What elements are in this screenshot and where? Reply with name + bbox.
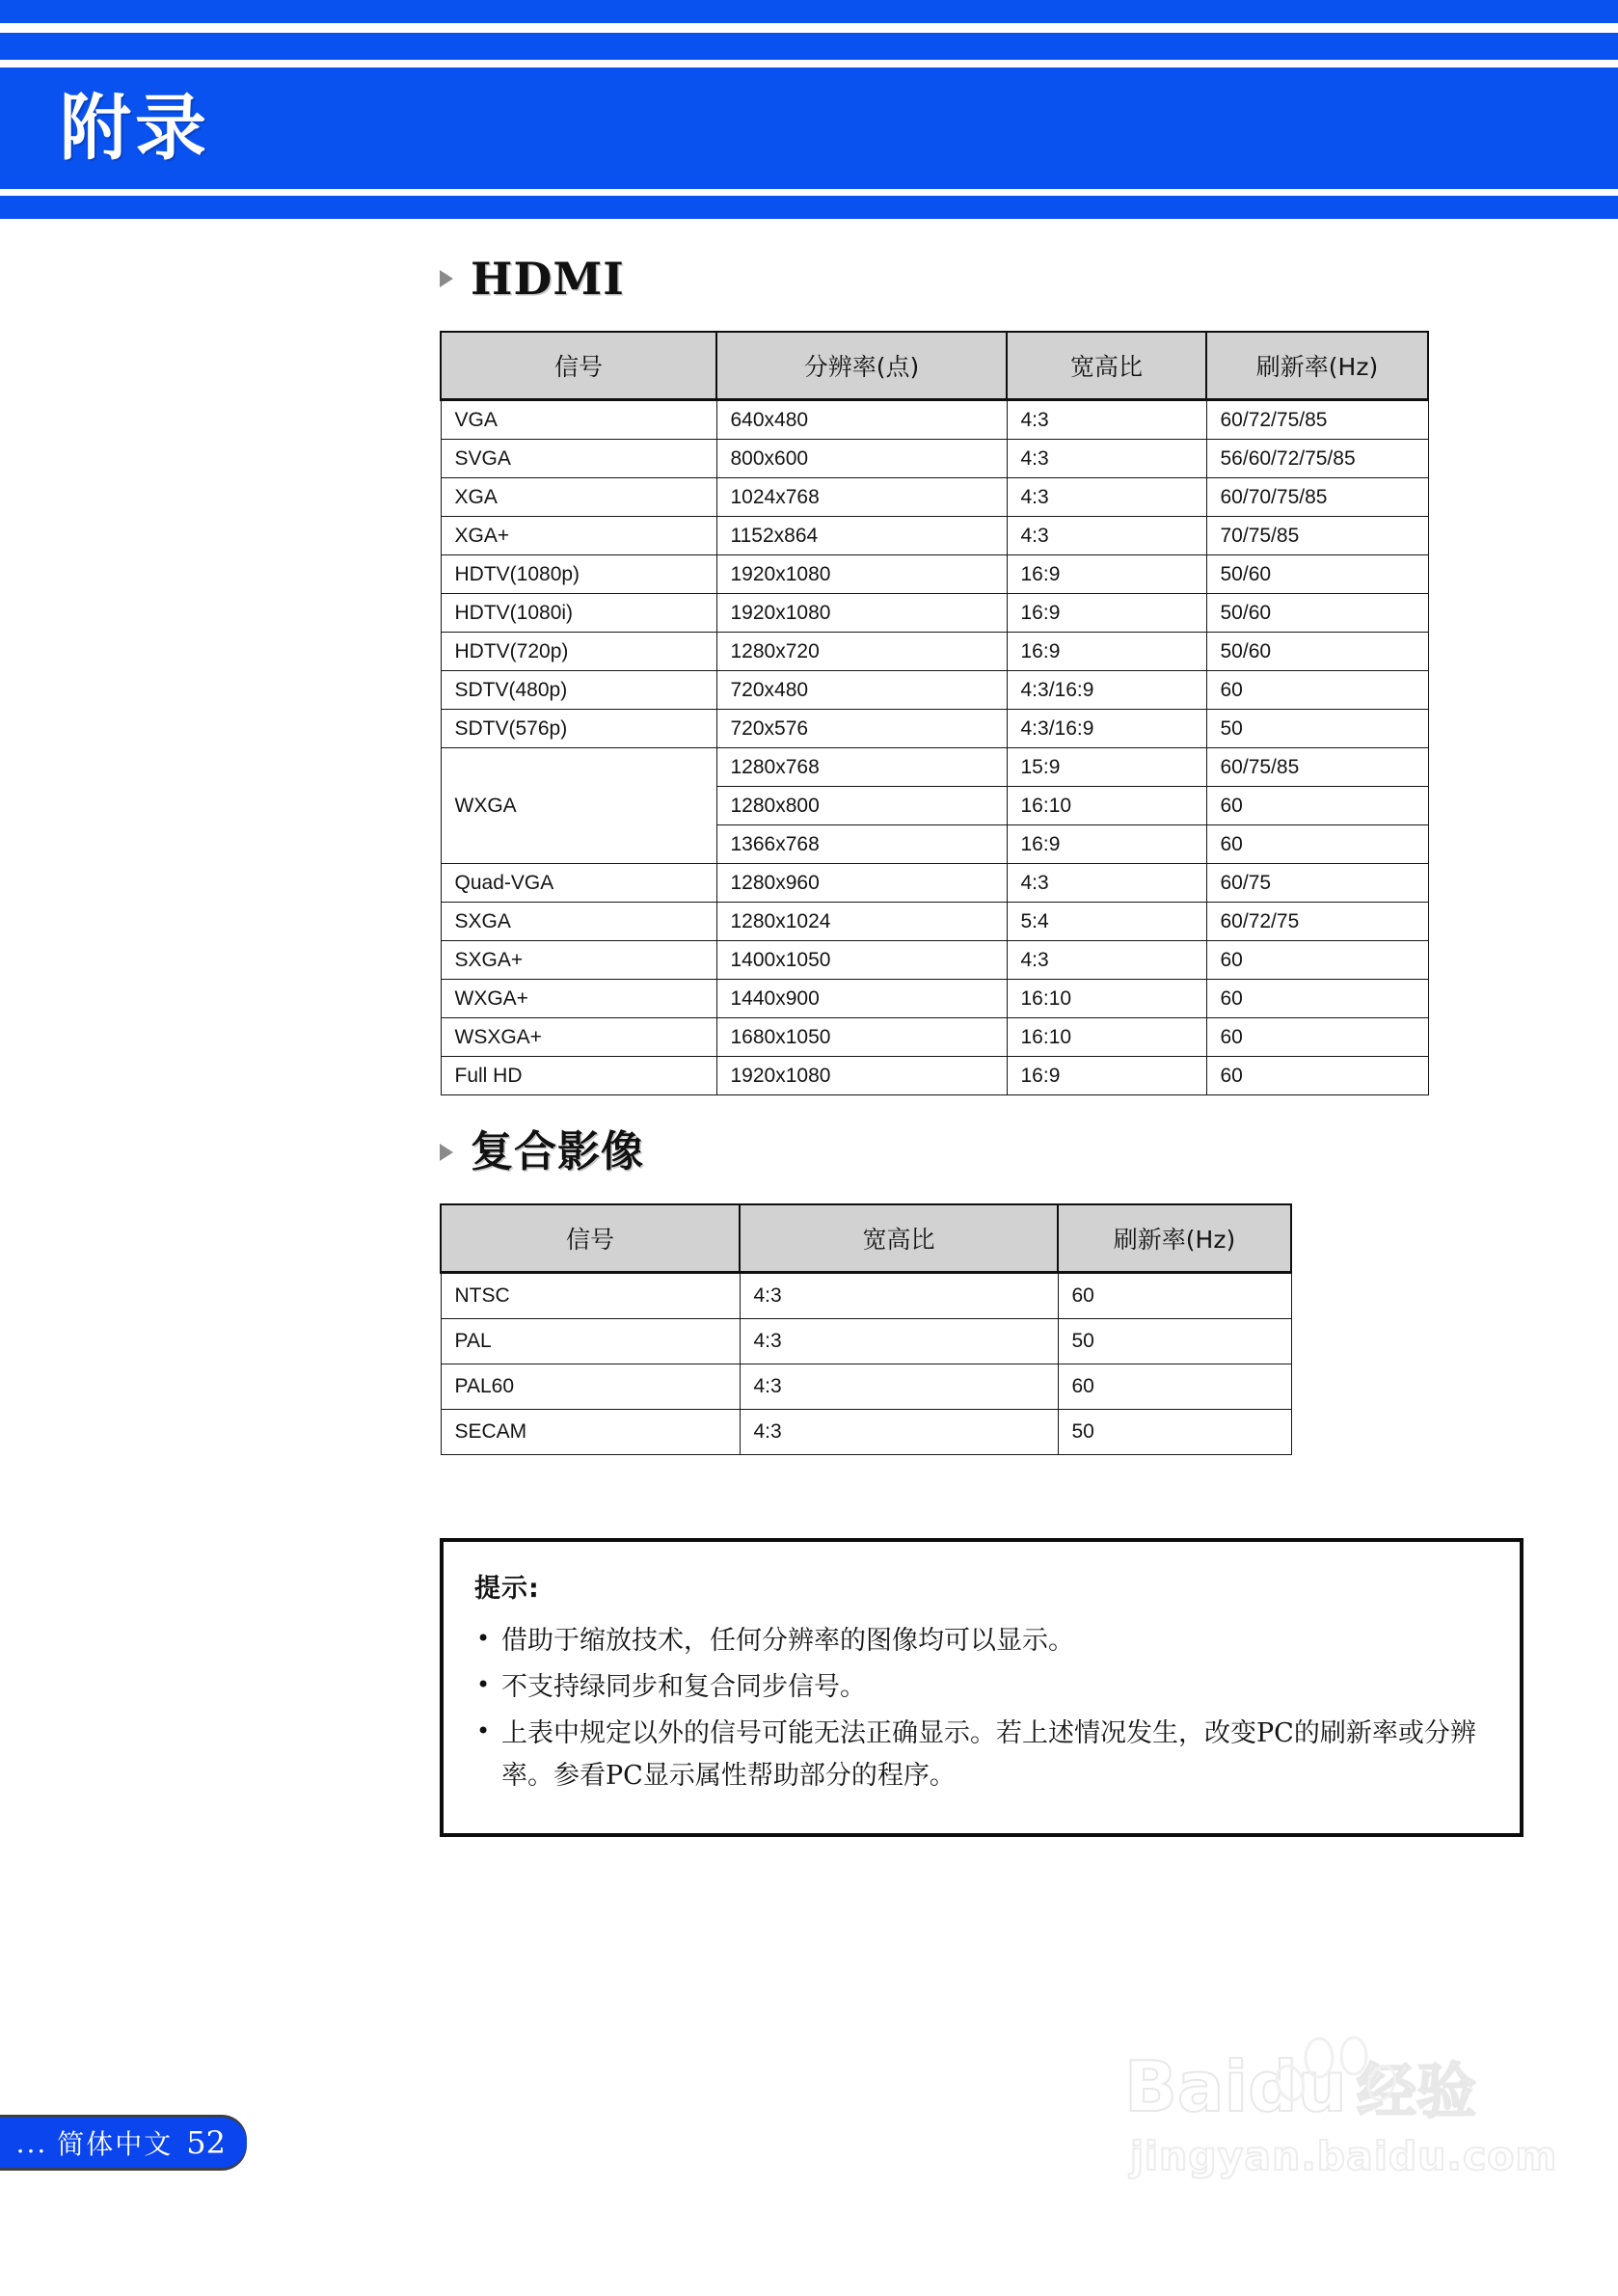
cell-aspect: 16:10 xyxy=(1007,980,1206,1018)
table-row xyxy=(441,748,1428,787)
cell-aspect: 15:9 xyxy=(1007,748,1206,787)
page-title: 附录 xyxy=(60,87,210,170)
cell-signal: WSXGA+ xyxy=(441,1018,716,1057)
cell-resolution: 1152x864 xyxy=(716,517,1007,555)
cell-aspect: 4:3 xyxy=(1007,864,1206,903)
cell-signal: VGA xyxy=(441,400,716,440)
spacer xyxy=(0,1455,1618,1538)
table-row xyxy=(441,1364,1291,1410)
cell-aspect: 4:3 xyxy=(740,1273,1058,1319)
table-row xyxy=(441,478,1428,517)
cell-refresh: 60/72/75/85 xyxy=(1206,400,1428,440)
footer-page-pill xyxy=(0,2118,247,2168)
cell-refresh: 60 xyxy=(1206,825,1428,864)
cell-signal: XGA xyxy=(441,478,716,517)
table-row xyxy=(441,555,1428,594)
cell-signal: PAL xyxy=(441,1319,740,1364)
cell-signal: SXGA xyxy=(441,903,716,941)
cell-aspect: 4:3 xyxy=(1007,440,1206,478)
header-band-title xyxy=(0,68,1618,189)
cell-aspect: 16:10 xyxy=(1007,787,1206,825)
column-header-signal: 信号 xyxy=(441,332,716,400)
cell-aspect: 4:3 xyxy=(1007,941,1206,980)
spacer xyxy=(0,1175,1618,1203)
cell-signal: WXGA xyxy=(441,748,716,864)
cell-resolution: 1920x1080 xyxy=(716,594,1007,633)
cell-refresh: 60/75 xyxy=(1206,864,1428,903)
watermark-brand-row xyxy=(1124,2046,1539,2127)
cell-refresh: 60/72/75 xyxy=(1206,903,1428,941)
cell-signal: SVGA xyxy=(441,440,716,478)
composite-table-body xyxy=(441,1273,1291,1455)
cell-refresh: 60 xyxy=(1206,1057,1428,1095)
watermark-brand: Baidu xyxy=(1124,2046,1347,2127)
cell-refresh: 50 xyxy=(1206,710,1428,748)
footer-language-label: 简体中文 xyxy=(57,2128,174,2160)
cell-signal: SDTV(480p) xyxy=(441,671,716,710)
spacer xyxy=(0,219,1618,256)
tip-box-list xyxy=(472,1620,1491,1796)
cell-aspect: 16:9 xyxy=(1007,555,1206,594)
table-row xyxy=(441,1319,1291,1364)
hdmi-signal-table xyxy=(440,331,1429,1095)
cell-aspect: 16:10 xyxy=(1007,1018,1206,1057)
composite-video-table xyxy=(440,1203,1292,1455)
cell-refresh: 60 xyxy=(1206,980,1428,1018)
header-band-top xyxy=(0,0,1618,23)
table-row xyxy=(441,1018,1428,1057)
table-row xyxy=(441,710,1428,748)
footer-page-number: 52 xyxy=(186,2124,226,2161)
column-header-signal: 信号 xyxy=(441,1204,740,1273)
header-band-bottom xyxy=(0,196,1618,219)
table-row xyxy=(441,400,1428,440)
cell-aspect: 16:9 xyxy=(1007,633,1206,671)
triangle-right-icon xyxy=(440,270,453,287)
section-title-hdmi: HDMI xyxy=(471,253,625,305)
paw-print-icon xyxy=(1269,2033,1404,2139)
cell-resolution: 1680x1050 xyxy=(716,1018,1007,1057)
cell-aspect: 16:9 xyxy=(1007,594,1206,633)
cell-signal: HDTV(1080i) xyxy=(441,594,716,633)
cell-refresh: 50/60 xyxy=(1206,555,1428,594)
cell-signal: PAL60 xyxy=(441,1364,740,1410)
cell-aspect: 16:9 xyxy=(1007,825,1206,864)
triangle-right-icon xyxy=(440,1144,453,1161)
cell-resolution: 1024x768 xyxy=(716,478,1007,517)
table-row xyxy=(441,633,1428,671)
cell-aspect: 5:4 xyxy=(1007,903,1206,941)
table-row xyxy=(441,980,1428,1018)
column-header-resolution: 分辨率(点) xyxy=(716,332,1007,400)
table-row xyxy=(441,903,1428,941)
cell-aspect: 4:3 xyxy=(740,1319,1058,1364)
cell-aspect: 4:3 xyxy=(1007,400,1206,440)
column-header-aspect: 宽高比 xyxy=(740,1204,1058,1273)
cell-refresh: 60 xyxy=(1206,1018,1428,1057)
baidu-watermark xyxy=(1124,2046,1558,2226)
spacer xyxy=(0,1095,1618,1130)
cell-resolution: 640x480 xyxy=(716,400,1007,440)
cell-signal: Quad-VGA xyxy=(441,864,716,903)
hdmi-table-body xyxy=(441,400,1428,1095)
table-row xyxy=(441,864,1428,903)
cell-resolution: 720x480 xyxy=(716,671,1007,710)
column-header-refresh: 刷新率(Hz) xyxy=(1058,1204,1291,1273)
cell-refresh: 60 xyxy=(1206,671,1428,710)
cell-aspect: 4:3 xyxy=(740,1410,1058,1455)
cell-signal: Full HD xyxy=(441,1057,716,1095)
cell-resolution: 1440x900 xyxy=(716,980,1007,1018)
cell-resolution: 1400x1050 xyxy=(716,941,1007,980)
cell-refresh: 60 xyxy=(1058,1273,1291,1319)
cell-signal: NTSC xyxy=(441,1273,740,1319)
cell-resolution: 1280x1024 xyxy=(716,903,1007,941)
table-row xyxy=(441,941,1428,980)
cell-aspect: 4:3 xyxy=(1007,517,1206,555)
table-header-row xyxy=(441,332,1428,400)
tip-item: • 上表中规定以外的信号可能无法正确显示。若上述情况发生，改变PC的刷新率或分辨率。参看PC显示属性帮助部分的程序。 xyxy=(472,1713,1491,1796)
tip-box xyxy=(440,1538,1524,1837)
watermark-brand-cjk: 经验 xyxy=(1356,2056,1476,2126)
cell-refresh: 70/75/85 xyxy=(1206,517,1428,555)
table-row xyxy=(441,517,1428,555)
table-row xyxy=(441,440,1428,478)
section-heading-composite xyxy=(440,1127,1618,1177)
cell-refresh: 50/60 xyxy=(1206,633,1428,671)
page-content xyxy=(0,219,1618,1837)
cell-refresh: 60/70/75/85 xyxy=(1206,478,1428,517)
cell-resolution: 1280x720 xyxy=(716,633,1007,671)
cell-signal: WXGA+ xyxy=(441,980,716,1018)
cell-aspect: 4:3 xyxy=(1007,478,1206,517)
section-heading-hdmi xyxy=(440,253,1618,305)
watermark-url: jingyan.baidu.com xyxy=(1130,2133,1558,2179)
section-title-composite: 复合影像 xyxy=(471,1127,644,1177)
cell-resolution: 720x576 xyxy=(716,710,1007,748)
tip-box-title: 提示: xyxy=(474,1574,540,1605)
cell-aspect: 4:3/16:9 xyxy=(1007,671,1206,710)
table-row xyxy=(441,594,1428,633)
cell-signal: XGA+ xyxy=(441,517,716,555)
cell-signal: HDTV(1080p) xyxy=(441,555,716,594)
table-row xyxy=(441,671,1428,710)
cell-resolution: 1366x768 xyxy=(716,825,1007,864)
header-band-second xyxy=(0,33,1618,60)
footer xyxy=(0,2118,258,2168)
column-header-refresh: 刷新率(Hz) xyxy=(1206,332,1428,400)
cell-resolution: 1280x960 xyxy=(716,864,1007,903)
cell-refresh: 60 xyxy=(1206,787,1428,825)
cell-resolution: 800x600 xyxy=(716,440,1007,478)
cell-signal: SDTV(576p) xyxy=(441,710,716,748)
cell-refresh: 60/75/85 xyxy=(1206,748,1428,787)
cell-aspect: 4:3/16:9 xyxy=(1007,710,1206,748)
table-header-row xyxy=(441,1204,1291,1273)
cell-signal: SXGA+ xyxy=(441,941,716,980)
cell-signal: SECAM xyxy=(441,1410,740,1455)
table-row xyxy=(441,1057,1428,1095)
table-row xyxy=(441,1410,1291,1455)
tip-item: • 借助于缩放技术，任何分辨率的图像均可以显示。 xyxy=(472,1620,1491,1662)
cell-refresh: 60 xyxy=(1206,941,1428,980)
cell-refresh: 60 xyxy=(1058,1364,1291,1410)
cell-resolution: 1280x768 xyxy=(716,748,1007,787)
spacer xyxy=(0,302,1618,331)
table-row xyxy=(441,1273,1291,1319)
cell-resolution: 1920x1080 xyxy=(716,555,1007,594)
tip-item: • 不支持绿同步和复合同步信号。 xyxy=(472,1666,1491,1709)
column-header-aspect: 宽高比 xyxy=(1007,332,1206,400)
cell-aspect: 16:9 xyxy=(1007,1057,1206,1095)
cell-signal: HDTV(720p) xyxy=(441,633,716,671)
footer-ellipsis: ... xyxy=(15,2126,48,2159)
cell-refresh: 50 xyxy=(1058,1319,1291,1364)
cell-resolution: 1280x800 xyxy=(716,787,1007,825)
cell-refresh: 50/60 xyxy=(1206,594,1428,633)
cell-refresh: 56/60/72/75/85 xyxy=(1206,440,1428,478)
cell-resolution: 1920x1080 xyxy=(716,1057,1007,1095)
cell-refresh: 50 xyxy=(1058,1410,1291,1455)
cell-aspect: 4:3 xyxy=(740,1364,1058,1410)
